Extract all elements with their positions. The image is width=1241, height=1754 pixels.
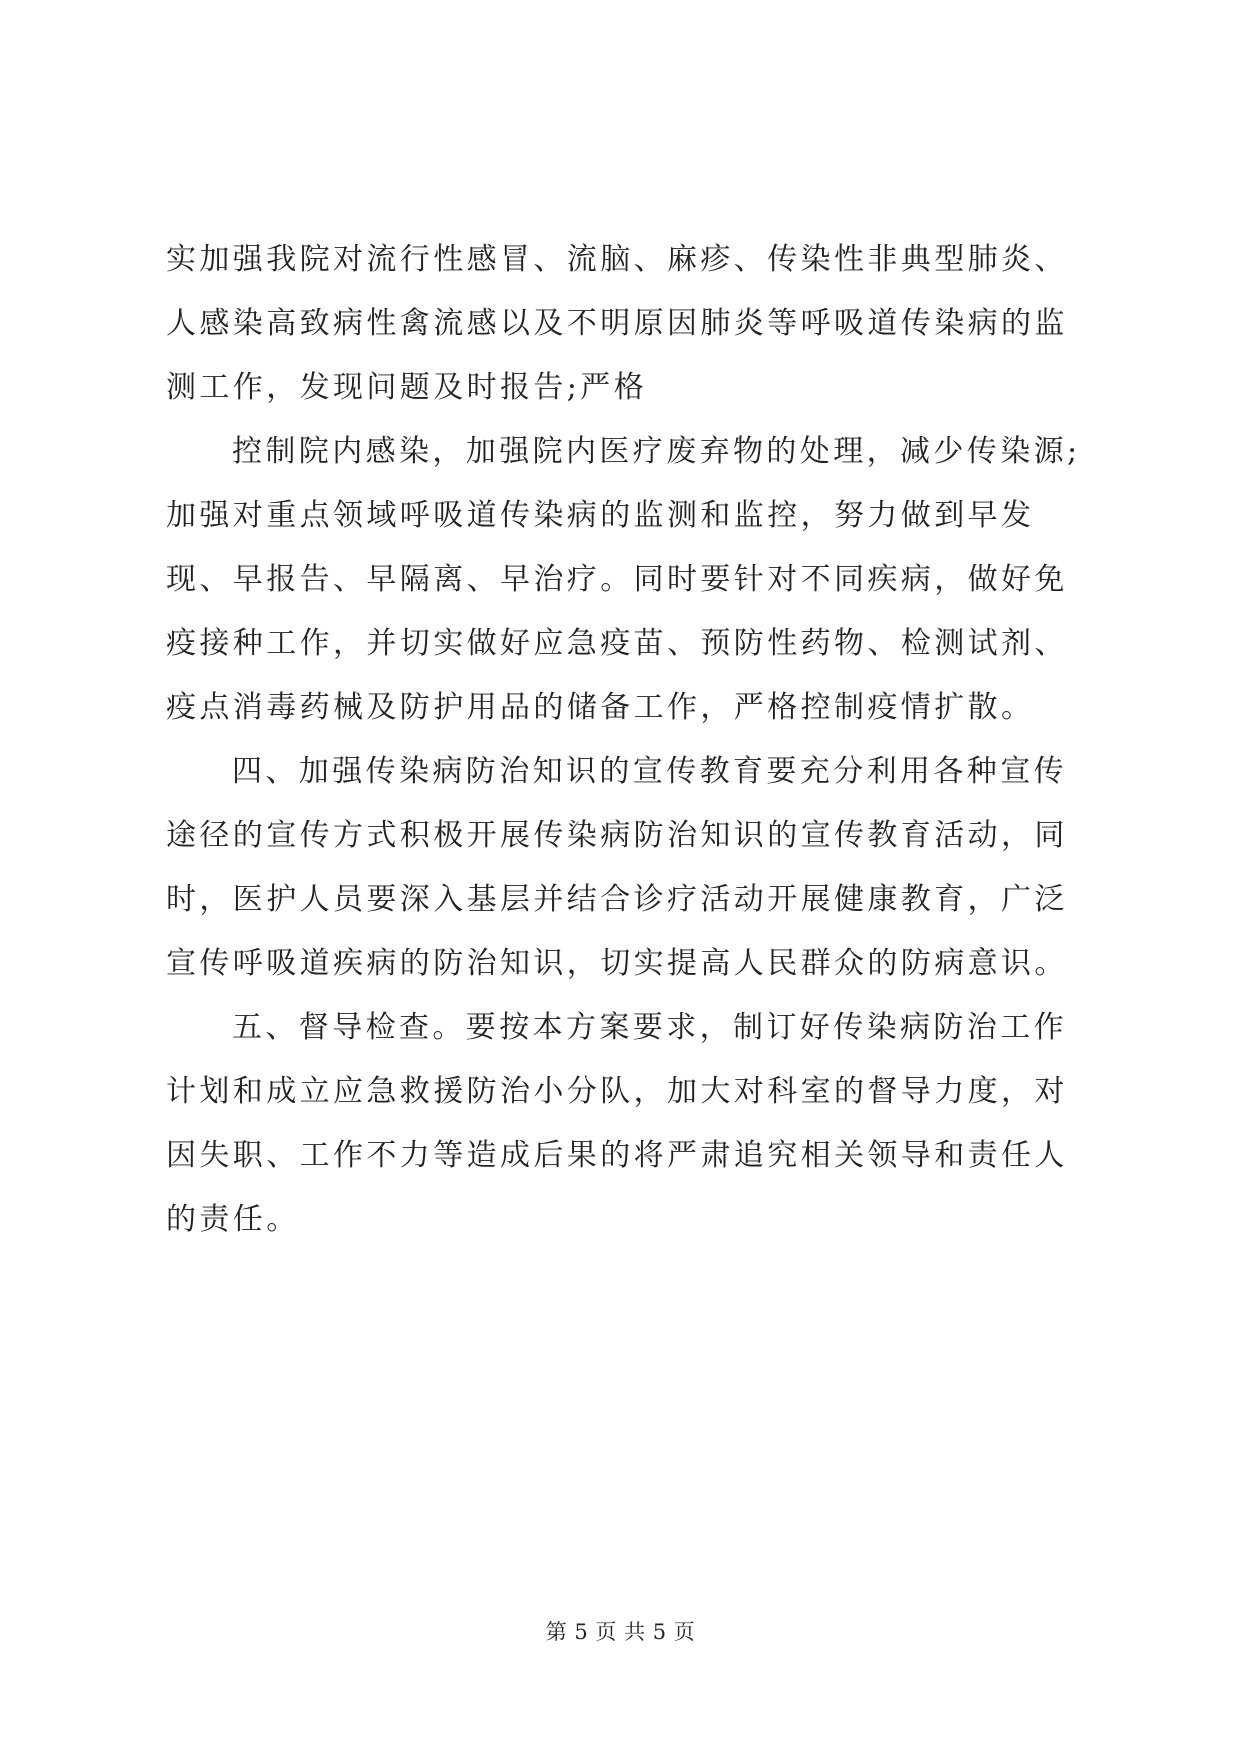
paragraph-1: 实加强我院对流行性感冒、流脑、麻疹、传染性非典型肺炎、人感染高致病性禽流感以及不明原因肺炎等呼吸道传染病的监测工作，发现问题及时报告;严格 (166, 242, 1068, 405)
page-footer (0, 1616, 1241, 1646)
document-body (166, 228, 1086, 1252)
paragraph-2: 控制院内感染，加强院内医疗废弃物的处理，减少传染源;加强对重点领域呼吸道传染病的监测和监控，努力做到早发现、早报告、早隔离、早治疗。同时要针对不同疾病，做好免疫接种工作，并切实做好应急疫苗、预防性药物、检测试剂、疫点消毒药械及防护用品的储备工作，严格控制疫情扩散。 (166, 434, 1081, 725)
paragraph-4: 五、督导检查。要按本方案要求，制订好传染病防治工作计划和成立应急救援防治小分队，加大对科室的督导力度，对因失职、工作不力等造成后果的将严肃追究相关领导和责任人的责任。 (166, 1010, 1068, 1237)
paragraph-3: 四、加强传染病防治知识的宣传教育要充分利用各种宣传途径的宣传方式积极开展传染病防治知识的宣传教育活动，同时，医护人员要深入基层并结合诊疗活动开展健康教育，广泛宣传呼吸道疾病的防治知识，切实提高人民群众的防病意识。 (166, 754, 1068, 981)
page-number-label: 第 5 页 共 5 页 (545, 1620, 696, 1644)
